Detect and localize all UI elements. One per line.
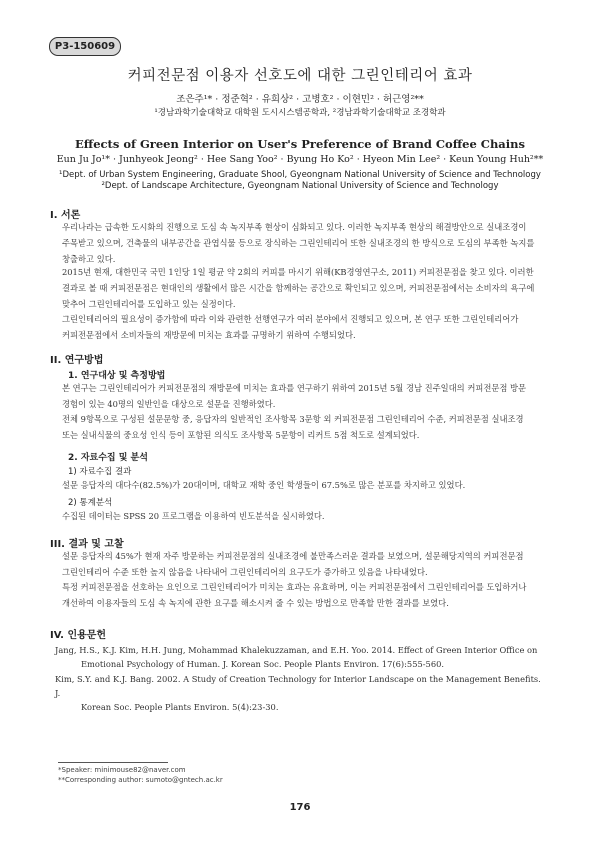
section-heading-methods: II. 연구방법 [50, 355, 104, 366]
text-line: 맞추어 그린인테리어를 도입하고 있는 실정이다. [62, 298, 236, 309]
authors-english: Eun Ju Jo¹* · Junhyeok Jeong² · Hee Sang Yoo² · Byung Ho Ko² · Hyeon Min Lee² · Keun Young Huh²** [56, 154, 544, 165]
footnote-speaker: *Speaker: minimouse82@naver.com [58, 766, 186, 774]
text-line: 결과로 볼 때 커피전문점은 현대인의 생활에서 많은 시간을 함께하는 공간으로 확인되고 있으며, 커피전문점에서는 소비자의 욕구에 [62, 282, 535, 293]
title-korean: 커피전문점 이용자 선호도에 대한 그린인테리어 효과 [127, 68, 473, 84]
subsection-heading-subjects: 1. 연구대상 및 측정방법 [68, 371, 166, 381]
text-line: 그린인테리어의 필요성이 증가함에 따라 이와 관련한 선행연구가 여러 분야에서 진행되고 있으며, 본 연구 또한 그린인테리어가 [62, 314, 519, 324]
section-heading-references: IV. 인용문헌 [50, 630, 107, 641]
statistics-paragraph [62, 509, 552, 525]
text-line: 2015년 현재, 대한민국 국민 1인당 1일 평균 약 2회의 커피를 마시기 위해(KB경영연구소, 2011) 커피전문점을 찾고 있다. 이러한 [62, 267, 534, 277]
subsection-heading-data-collection: 2. 자료수집 및 분석 [68, 453, 148, 463]
text-line: 또는 실내식물의 중요성 인식 등이 포함된 의식도 조사항목 5문항이 리커트 5점 척도로 설계되었다. [62, 429, 420, 440]
text-line: 창출하고 있다. [62, 253, 116, 264]
reference-2-line-2: Korean Soc. People Plants Environ. 5(4):23-30. [81, 702, 279, 712]
paper-id-badge: P3-150609 [49, 37, 121, 56]
authors-korean: 조은주¹* · 정준혁² · 유희상² · 고병호² · 이현민² · 허근영²** [176, 94, 424, 105]
reference-1-line-2: Emotional Psychology of Human. J. Korean Soc. People Plants Environ. 17(6):555-560. [81, 659, 445, 669]
text-line: 우리나라는 급속한 도시화의 진행으로 도심 속 녹지부족 현상이 심화되고 있다. 이러한 녹지부족 현상의 해결방안으로 실내조경이 [62, 222, 527, 232]
reference-2 [55, 672, 545, 714]
text-line: 설문 응답자의 45%가 현재 자주 방문하는 커피전문점의 실내조경에 불만족스러운 결과를 보였으며, 설문해당지역의 커피전문점 [62, 551, 524, 561]
footnote-corresponding-author: **Corresponding author: sumoto@gntech.ac.kr [58, 776, 223, 784]
reference-2-line-1: Kim, S.Y. and K.J. Bang. 2002. A Study of Creation Technology for Interior Landscape on the Management Benefits. J. [55, 674, 541, 698]
text-line: 그린인테리어 수준 또한 높지 않음을 나타내어 그린인테리어의 요구도가 증가하고 있음을 나타내었다. [62, 566, 428, 577]
reference-1-line-1: Jang, H.S., K.J. Kim, H.H. Jung, Mohammad Khalekuzzaman, and E.H. Yoo. 2014. Effect of Green Interior Office on [55, 645, 538, 655]
intro-paragraph-2 [62, 265, 552, 312]
affiliation-english-2: ²Dept. of Landscape Architecture, Gyeongnam National University of Science and Technology [101, 181, 499, 191]
affiliation-korean: ¹경남과학기술대학교 대학원 도시시스템공학과, ²경남과학기술대학교 조경학과 [154, 108, 446, 118]
affiliation-english-1: ¹Dept. of Urban System Engineering, Graduate Shool, Gyeongnam National University of Science and Technology [59, 170, 541, 180]
footnote-divider [58, 762, 168, 763]
text-line: 경험이 있는 40명의 일반인을 대상으로 설문을 진행하였다. [62, 398, 276, 409]
subsubsection-heading-statistics: 2) 통계분석 [68, 498, 113, 508]
methods-paragraph-2 [62, 412, 552, 444]
text-line: 개선하여 이용자들의 도심 속 녹지에 관한 요구를 해소시켜 줄 수 있는 방법으로 만족할 만한 결과를 보였다. [62, 597, 449, 608]
subsubsection-heading-results: 1) 자료수집 결과 [68, 467, 132, 477]
intro-paragraph-1 [62, 220, 552, 267]
text-line: 주목받고 있으며, 건축물의 내부공간을 관엽식물 등으로 장식하는 그린인테리어 또한 실내조경의 한 방식으로 도심의 부족한 녹지를 [62, 237, 535, 248]
reference-1 [55, 643, 545, 671]
text-line: 전체 9항목으로 구성된 설문문항 중, 응답자의 일반적인 조사항목 3문항 외 커피전문점 그린인테리어 수준, 커피전문점 실내조경 [62, 414, 524, 424]
methods-paragraph-1 [62, 381, 552, 413]
text-line: 설문 응답자의 대다수(82.5%)가 20대이며, 대학교 재학 중인 학생들이 67.5%로 많은 분포를 차지하고 있었다. [62, 480, 466, 490]
text-line: 수집된 데이터는 SPSS 20 프로그램을 이용하여 빈도분석을 실시하였다. [62, 511, 325, 521]
results-paragraph-2 [62, 580, 552, 612]
section-heading-introduction: I. 서론 [50, 210, 81, 221]
data-collection-paragraph [62, 478, 552, 494]
text-line: 특정 커피전문점을 선호하는 요인으로 그린인테리어가 미치는 효과는 유효하며, 이는 커피전문점에서 그린인테리어를 도입하거나 [62, 582, 527, 592]
text-line: 커피전문점에서 소비자들의 재방문에 미치는 효과를 규명하기 위하여 수행되었다. [62, 329, 356, 340]
section-heading-results: III. 결과 및 고찰 [50, 539, 124, 550]
title-english: Effects of Green Interior on User's Preference of Brand Coffee Chains [75, 137, 525, 151]
text-line: 본 연구는 그린인테리어가 커피전문점의 재방문에 미치는 효과를 연구하기 위하여 2015년 5월 경남 진주일대의 커피전문점 방문 [62, 383, 527, 393]
results-paragraph-1 [62, 549, 552, 581]
page-number: 176 [289, 802, 311, 813]
intro-paragraph-3 [62, 312, 552, 344]
